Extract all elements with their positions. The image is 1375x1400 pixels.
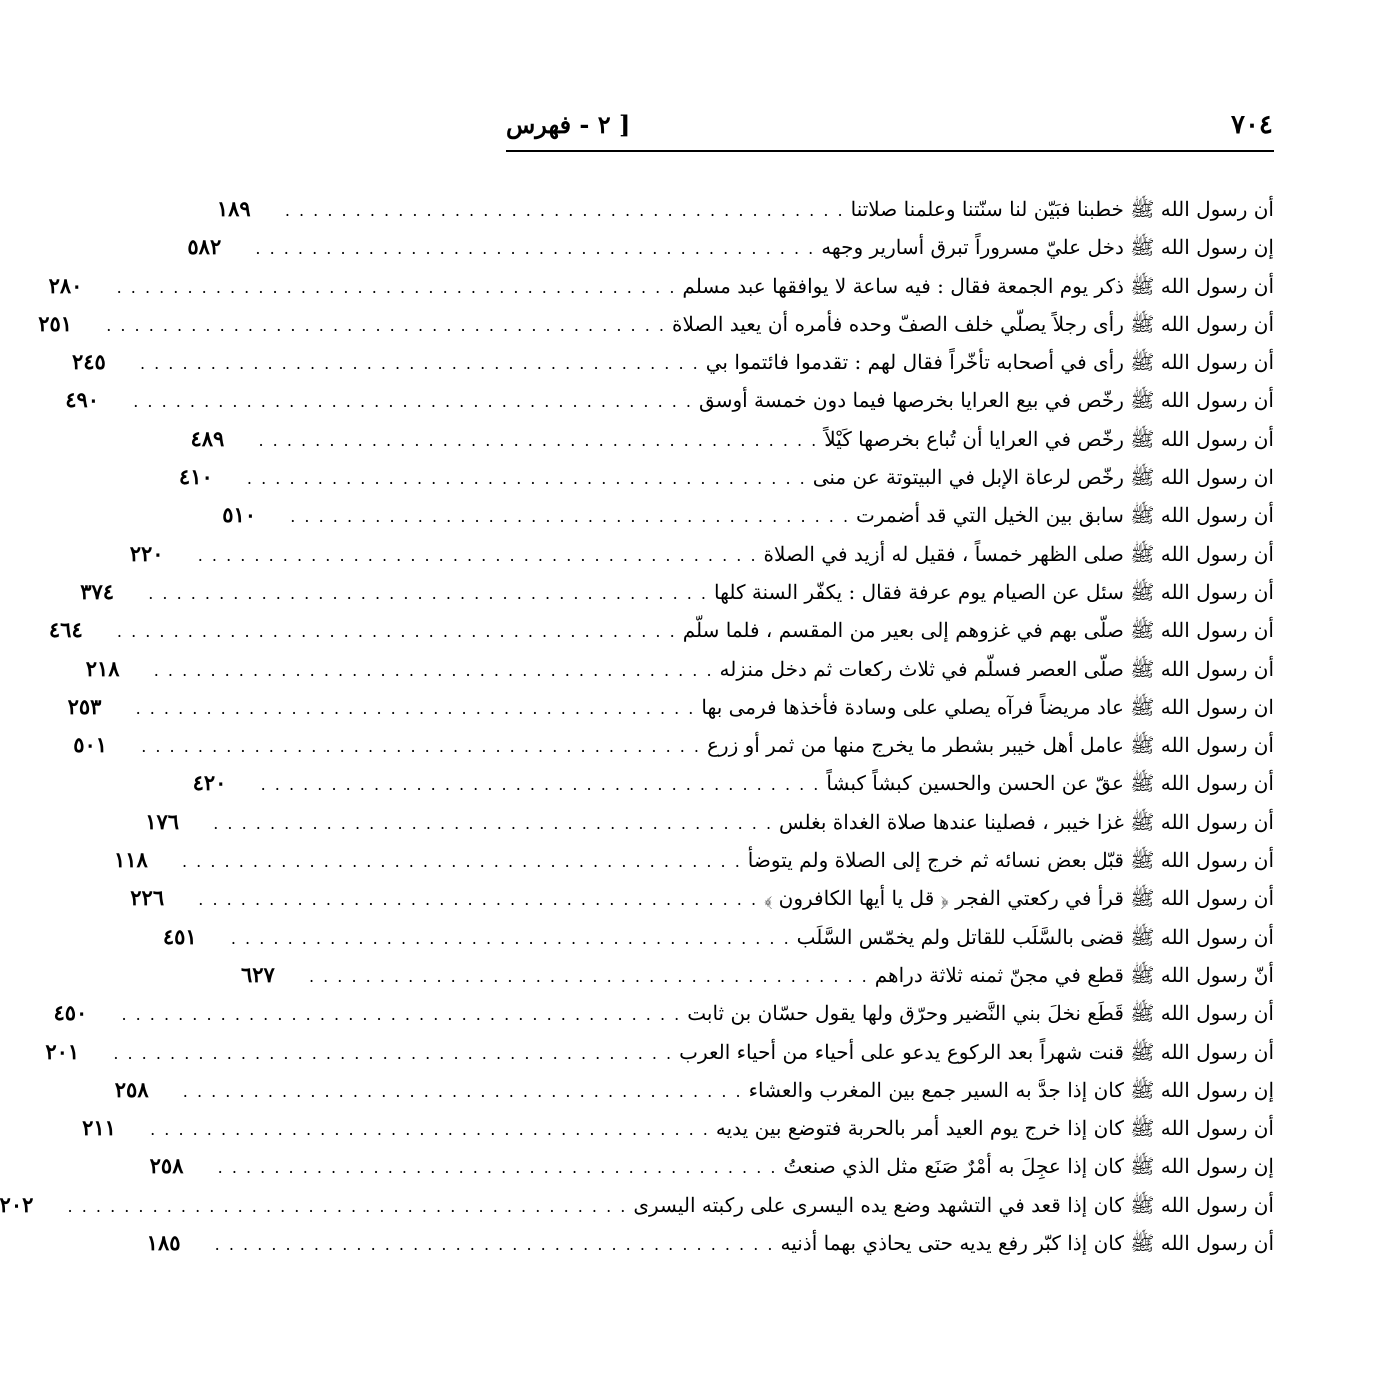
entry-text: أن رسول الله ﷺ كان إذا خرج يوم العيد أمر بالحربة فتوضع بين يديه: [715, 1116, 1274, 1141]
index-entry: [187, 228, 1274, 266]
page-reference: ٤٩٠: [65, 387, 100, 413]
entry-text: أن رسول الله ﷺ غزا خيبر ، فصلينا عندها صلاة الغداة بغلس: [779, 809, 1274, 834]
page-reference: ٤٨٩: [190, 425, 225, 451]
dot-leader: . . . . . . . . . . . . . . . . . . . . . . . . . . . . . . . . . . . . . . . .: [135, 698, 696, 718]
index-entry: [85, 650, 1274, 688]
page-reference: ٣٧٤: [80, 578, 115, 604]
page-reference: ٥١٠: [222, 502, 257, 528]
dot-leader: . . . . . . . . . . . . . . . . . . . . . . . . . . . . . . . . . . . . . . . .: [182, 1081, 743, 1101]
dot-leader: . . . . . . . . . . . . . . . . . . . . . . . . . . . . . . . . . . . . . . . .: [133, 392, 694, 412]
index-entry: [73, 726, 1274, 764]
dot-leader: . . . . . . . . . . . . . . . . . . . . . . . . . . . . . . . . . . . . . . . .: [255, 239, 816, 259]
page-reference: ٥٨٢: [187, 234, 222, 260]
index-entry: [114, 1071, 1274, 1109]
entry-text: أن رسول الله ﷺ صلى الظهر خمساً ، فقيل له أزيد في الصلاة: [763, 541, 1274, 566]
entry-text: أن رسول الله ﷺ قَطَع نخلَ بني النَّضير وحرّق ولها يقول حسّان بن ثابت: [687, 1001, 1274, 1026]
dot-leader: . . . . . . . . . . . . . . . . . . . . . . . . . . . . . . . . . . . . . . . .: [230, 928, 791, 948]
dot-leader: . . . . . . . . . . . . . . . . . . . . . . . . . . . . . . . . . . . . . . . .: [139, 354, 700, 374]
dot-leader: . . . . . . . . . . . . . . . . . . . . . . . . . . . . . . . . . . . . . . . .: [260, 775, 821, 795]
index-entry: [145, 803, 1274, 841]
entry-text: أن رسول الله ﷺ رخّص في بيع العرايا بخرصها فيما دون خمسة أوسق: [699, 388, 1274, 413]
page-reference: ٦٢٧: [240, 961, 275, 987]
page-reference: ٤٥١: [162, 923, 197, 949]
index-entry: [178, 458, 1274, 496]
page-reference: ٢٥٨: [149, 1153, 184, 1179]
index-entry: [45, 1033, 1274, 1071]
index-entry: [48, 611, 1274, 649]
entry-text: أن رسول الله ﷺ صلّى العصر فسلّم في ثلاث ركعات ثم دخل منزله: [719, 656, 1274, 681]
page-header: [506, 110, 1274, 146]
entry-text: إن رسول الله ﷺ كان إذا عجِلَ به أمْرٌ صَنَع مثل الذي صنعتُ: [783, 1154, 1274, 1179]
dot-leader: . . . . . . . . . . . . . . . . . . . . . . . . . . . . . . . . . . . . . . . .: [214, 1235, 775, 1255]
index-entry: [71, 343, 1274, 381]
dot-leader: . . . . . . . . . . . . . . . . . . . . . . . . . . . . . . . . . . . . . . . .: [290, 507, 851, 527]
entry-text: أن رسول الله ﷺ كان إذا قعد في التشهد وضع يده اليسرى على ركبته اليسرى: [633, 1192, 1274, 1217]
entry-text: أن رسول الله ﷺ قرأ في ركعتي الفجر ﴿ قل يا أيها الكافرون ﴾: [764, 886, 1274, 911]
page-reference: ٢٢٦: [130, 885, 165, 911]
dot-leader: . . . . . . . . . . . . . . . . . . . . . . . . . . . . . . . . . . . . . . . .: [246, 469, 807, 489]
entry-text: أن رسول الله ﷺ رأى رجلاً يصلّي خلف الصفّ وحده فأمره أن يعيد الصلاة: [671, 311, 1274, 336]
entry-text: أنّ رسول الله ﷺ قطع في مجنّ ثمنه ثلاثة دراهم: [874, 962, 1274, 987]
index-entry: [129, 535, 1274, 573]
page-reference: ٢٠٢: [0, 1191, 34, 1217]
page-reference: ٤٦٤: [48, 617, 83, 643]
entry-text: أن رسول الله ﷺ سابق بين الخيل التي قد أضمرت: [856, 503, 1274, 528]
index-entry: [48, 267, 1274, 305]
index-entry: [80, 573, 1274, 611]
entry-text: أن رسول الله ﷺ ذكر يوم الجمعة فقال : فيه ساعة لا يوافقها عبد مسلم: [682, 273, 1274, 298]
index-entry: [240, 956, 1274, 994]
dot-leader: . . . . . . . . . . . . . . . . . . . . . . . . . . . . . . . . . . . . . . . .: [217, 1158, 778, 1178]
entry-text: أن رسول الله ﷺ قنت شهراً بعد الركوع يدعو على أحياء من أحياء العرب: [679, 1039, 1274, 1064]
index-entry: [67, 688, 1274, 726]
index-entry: [222, 496, 1274, 534]
page-reference: ٢٥٣: [67, 693, 102, 719]
index-entry: [0, 1186, 1274, 1224]
dot-leader: . . . . . . . . . . . . . . . . . . . . . . . . . . . . . . . . . . . . . . . .: [308, 966, 869, 986]
dot-leader: . . . . . . . . . . . . . . . . . . . . . . . . . . . . . . . . . . . . . . . .: [113, 1043, 674, 1063]
index-entry: [53, 994, 1274, 1032]
dot-leader: . . . . . . . . . . . . . . . . . . . . . . . . . . . . . . . . . . . . . . . .: [213, 813, 774, 833]
page-reference: ٢١١: [82, 1115, 116, 1141]
section-title: [ ٢ - فهرس: [506, 110, 631, 139]
entry-text: أن رسول الله ﷺ عقّ عن الحسن والحسين كبشاً كبشاً: [826, 771, 1274, 796]
index-entry: [149, 1147, 1274, 1185]
page-reference: ٤١٠: [178, 464, 213, 490]
entry-text: أن رسول الله ﷺ صلّى بهم في غزوهم إلى بعير من المقسم ، فلما سلّم: [682, 618, 1274, 643]
dot-leader: . . . . . . . . . . . . . . . . . . . . . . . . . . . . . . . . . . . . . . . .: [106, 315, 666, 335]
index-entry: [162, 918, 1274, 956]
dot-leader: . . . . . . . . . . . . . . . . . . . . . . . . . . . . . . . . . . . . . . . .: [197, 545, 758, 565]
entry-text: أن رسول الله ﷺ سئل عن الصيام يوم عرفة فقال : يكفّر السنة كلها: [714, 579, 1274, 604]
entry-text: أن رسول الله ﷺ قضى بالسَّلَب للقاتل ولم يخمّس السَّلَب: [796, 924, 1274, 949]
page-reference: ٢٥٨: [114, 1076, 149, 1102]
index-entry: [146, 1224, 1274, 1262]
dot-leader: . . . . . . . . . . . . . . . . . . . . . . . . . . . . . . . . . . . . . . . .: [141, 737, 701, 757]
index-entry: [82, 1109, 1274, 1147]
page-reference: ٤٢٠: [192, 770, 227, 796]
entry-text: أن رسول الله ﷺ خطبنا فبَيّن لنا سنّتنا وعلمنا صلاتنا: [850, 197, 1274, 221]
page-number: ٧٠٤: [1231, 110, 1273, 140]
page-reference: ١١٨: [114, 847, 148, 873]
dot-leader: . . . . . . . . . . . . . . . . . . . . . . . . . . . . . . . . . . . . . . . .: [67, 1196, 628, 1216]
entry-text: أن رسول الله ﷺ قبّل بعض نسائه ثم خرج إلى الصلاة ولم يتوضأ: [747, 848, 1274, 873]
page-reference: ٢٢٠: [129, 540, 164, 566]
index-entry: [130, 879, 1274, 917]
entry-text: أن رسول الله ﷺ كان إذا كبّر رفع يديه حتى يحاذي بهما أذنيه: [780, 1231, 1274, 1256]
page-reference: ٢١٨: [85, 655, 120, 681]
dot-leader: . . . . . . . . . . . . . . . . . . . . . . . . . . . . . . . . . . . . . . . .: [121, 1005, 682, 1025]
entry-text: ان رسول الله ﷺ رخّص لرعاة الإبل في البيتوتة عن منى: [812, 465, 1274, 490]
page-reference: ٢٤٥: [71, 349, 106, 375]
dot-leader: . . . . . . . . . . . . . . . . . . . . . . . . . . . . . . . . . . . . . . . .: [182, 852, 742, 872]
dot-leader: . . . . . . . . . . . . . . . . . . . . . . . . . . . . . . . . . . . . . . . .: [198, 890, 759, 910]
page-reference: ٢٠١: [45, 1038, 80, 1064]
index-entry: [114, 841, 1274, 879]
entry-text: أن رسول الله ﷺ عامل أهل خيبر بشطر ما يخرج منها من ثمر أو زرع: [707, 733, 1274, 758]
dot-leader: . . . . . . . . . . . . . . . . . . . . . . . . . . . . . . . . . . . . . . . .: [153, 660, 714, 680]
dot-leader: . . . . . . . . . . . . . . . . . . . . . . . . . . . . . . . . . . . . . . . .: [284, 201, 845, 220]
index-entry: [216, 190, 1274, 228]
page-reference: ٢٨٠: [48, 272, 83, 298]
page-reference: ٢٥١: [38, 310, 73, 336]
dot-leader: . . . . . . . . . . . . . . . . . . . . . . . . . . . . . . . . . . . . . . . .: [150, 1120, 710, 1140]
page-reference: ٤٥٠: [53, 1000, 88, 1026]
index-entry: [38, 305, 1274, 343]
entry-text: أن رسول الله ﷺ رخّص في العرايا أن تُباع بخرصها كَيْلاً: [824, 426, 1274, 451]
dot-leader: . . . . . . . . . . . . . . . . . . . . . . . . . . . . . . . . . . . . . . . .: [258, 430, 819, 450]
hadith-index-list: [0, 190, 1274, 1262]
dot-leader: . . . . . . . . . . . . . . . . . . . . . . . . . . . . . . . . . . . . . . . .: [116, 277, 677, 297]
index-entry: [192, 764, 1274, 802]
entry-text: ان رسول الله ﷺ عاد مريضاً فرآه يصلي على وسادة فأخذها فرمى بها: [701, 694, 1274, 719]
page-reference: ١٧٦: [145, 808, 180, 834]
entry-text: أن رسول الله ﷺ رأى في أصحابه تأخّراً فقال لهم : تقدموا فائتموا بي: [705, 350, 1274, 375]
page-reference: ٥٠١: [73, 732, 108, 758]
entry-text: إن رسول الله ﷺ دخل عليّ مسروراً تبرق أسارير وجهه: [821, 235, 1274, 260]
index-entry: [65, 381, 1274, 419]
entry-text: إن رسول الله ﷺ كان إذا جدَّ به السير جمع بين المغرب والعشاء: [748, 1077, 1274, 1102]
page-reference: ١٨٩: [216, 196, 251, 221]
dot-leader: . . . . . . . . . . . . . . . . . . . . . . . . . . . . . . . . . . . . . . . .: [148, 583, 709, 603]
page-reference: ١٨٥: [146, 1230, 181, 1256]
dot-leader: . . . . . . . . . . . . . . . . . . . . . . . . . . . . . . . . . . . . . . . .: [116, 622, 677, 642]
header-rule: [506, 150, 1274, 152]
index-entry: [190, 420, 1274, 458]
